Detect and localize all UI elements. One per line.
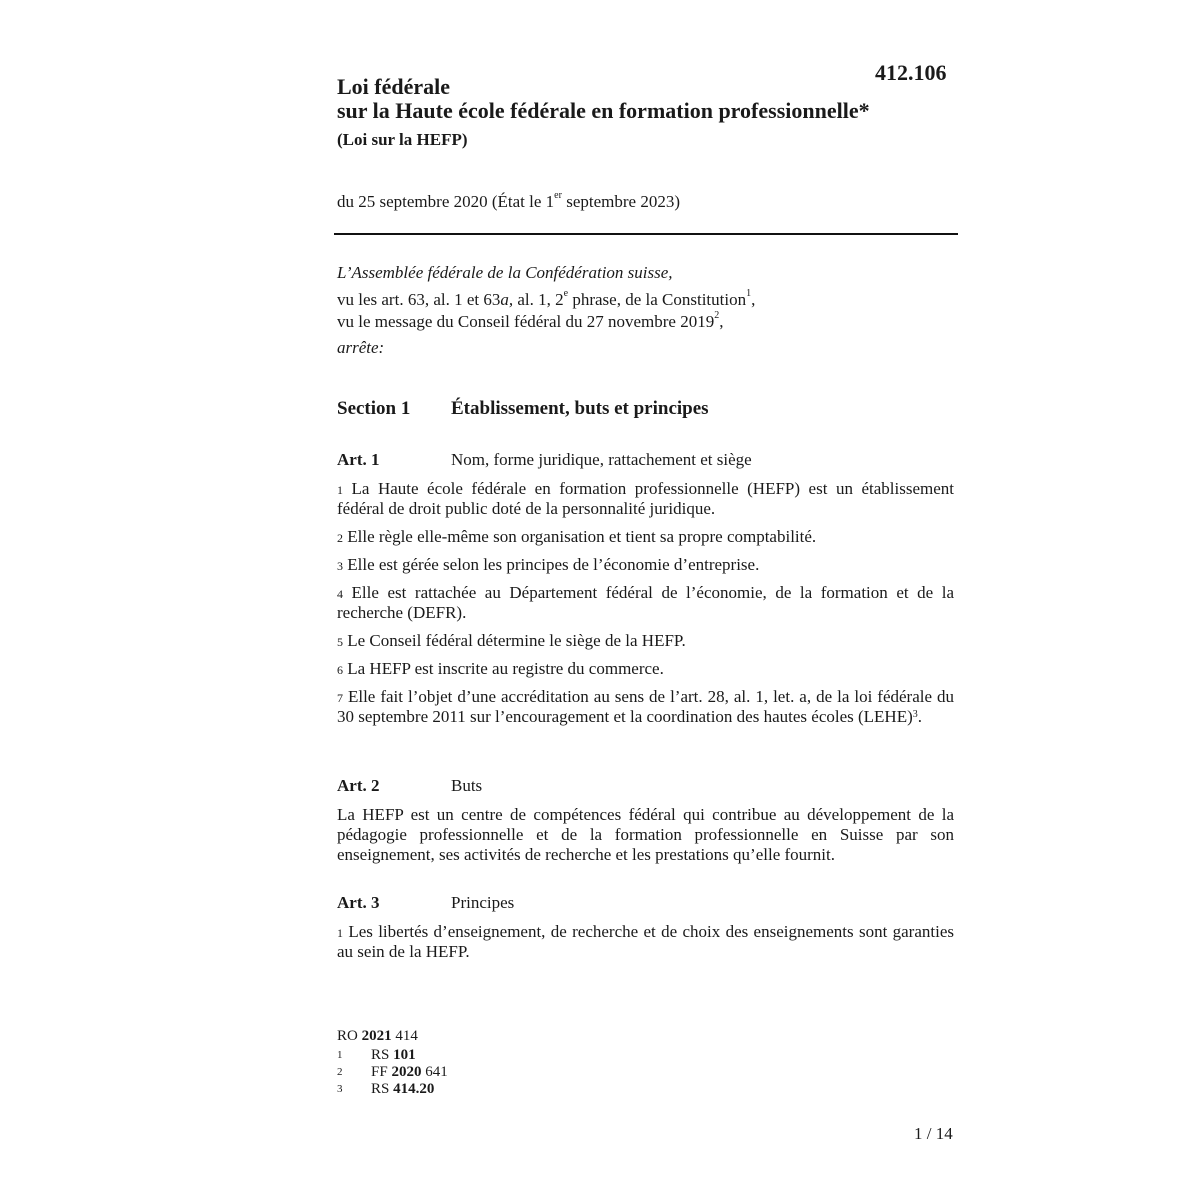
section-heading (337, 398, 709, 420)
article-number: Art. 3 (337, 893, 380, 912)
article-paragraph: $^5$ Le Conseil fédéral détermine le siège de la HEFP. (337, 631, 686, 650)
short-title: (Loi sur la HEFP) (337, 130, 468, 149)
footnote-ref[interactable]: 2 (714, 310, 720, 321)
article-paragraph: $^3$ Elle est gérée selon les principes de l’économie d’entreprise. (337, 555, 760, 574)
article-heading (337, 893, 515, 913)
footnote: $^2$ FF 2020 641 (337, 1064, 448, 1080)
footnote: $^1$ RS 101 (337, 1047, 416, 1063)
preamble-assembly: L’Assemblée fédérale de la Confédération suisse, (337, 263, 673, 282)
page-number: 1 / 14 (914, 1124, 953, 1143)
header-rule (334, 233, 958, 235)
section-number: Section 1 (337, 398, 411, 419)
law-title-continued: sur la Haute école fédérale en formation professionnelle* (337, 98, 870, 123)
article-paragraph: $^2$ Elle règle elle-même son organisation et tient sa propre comptabilité. (337, 527, 817, 546)
article-paragraph: $^6$ La HEFP est inscrite au registre du commerce. (337, 659, 664, 678)
section-title: Établissement, buts et principes (451, 398, 709, 419)
enactment-date: du 25 septembre 2020 (État le 1er septembre 2023) (337, 190, 680, 211)
law-title: Loi fédérale (337, 74, 451, 99)
official-compilation-ref: RO 2021 414 (337, 1028, 418, 1044)
article-paragraph: $^1$ La Haute école fédérale en formation professionnelle (HEFP) est un établissement fédéral de droit public doté de la personnalité juridique. (337, 479, 954, 518)
preamble-decree: arrête: (337, 338, 385, 357)
article-title: Nom, forme juridique, rattachement et siège (451, 450, 752, 469)
article-paragraph: $^4$ Elle est rattachée au Département fédéral de l’économie, de la formation et de la recherche (DEFR). (337, 583, 954, 622)
article-heading (337, 450, 752, 470)
footnote-ref[interactable]: 3 (912, 709, 918, 720)
article-title: Principes (451, 893, 515, 912)
footnote: $^3$ RS 414.20 (337, 1081, 435, 1097)
article-title: Buts (451, 776, 483, 795)
article-heading (337, 776, 483, 796)
article-paragraph: La HEFP est un centre de compétences fédéral qui contribue au développement de la pédagogie professionnelle et de la formation professionnelle en Suisse par son enseignement, ses activités de recherche et les prestations qu’elle fournit. (337, 805, 954, 864)
article-number: Art. 2 (337, 776, 380, 795)
preamble-constitution-basis: vu les art. 63, al. 1 et 63a, al. 1, 2e phrase, de la Constitution$^1$, (337, 288, 756, 309)
preamble-message: vu le message du Conseil fédéral du 27 novembre 2019$^2$, (337, 310, 724, 331)
sr-number: 412.106 (875, 60, 947, 85)
article-paragraph: $^1$ Les libertés d’enseignement, de recherche et de choix des enseignements sont garanties au sein de la HEFP. (337, 922, 954, 961)
article-paragraph: $^7$ Elle fait l’objet d’une accréditation au sens de l’art. 28, al. 1, let. a, de la loi fédérale du 30 septembre 2011 sur l’encouragement et la coordination des hautes écoles (LEHE)$^3$. (337, 687, 954, 726)
footnote-ref[interactable]: 1 (746, 288, 752, 299)
article-number: Art. 1 (337, 450, 380, 469)
